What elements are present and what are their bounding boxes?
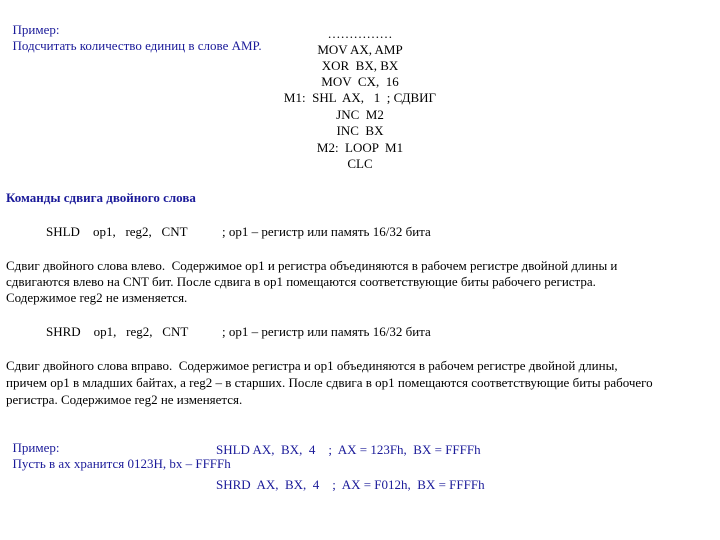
shrd-description-line: причем op1 в младших байтах, а reg2 – в старших. После сдвига в op1 помещаются соответствующие биты рабочего <box>6 375 653 390</box>
code-line: MOV CX, 16 <box>321 74 399 89</box>
example-label: Пример: <box>12 22 60 37</box>
example2-label: Пример: <box>12 440 60 455</box>
shrd-comment: ; op1 – регистр или память 16/32 бита <box>222 324 431 339</box>
shld-comment: ; op1 – регистр или память 16/32 бита <box>222 224 431 239</box>
code-line: M1: SHL AX, 1 ; СДВИГ <box>283 90 437 105</box>
code-line: M2: LOOP M1 <box>316 140 404 155</box>
example2-header <box>6 424 231 472</box>
section-heading: Команды сдвига двойного слова <box>6 190 196 205</box>
example2-shrd-line: SHRD AX, BX, 4 ; AX = F012h, BX = FFFFh <box>216 477 485 492</box>
example-task: Подсчитать количество единиц в слове AMP. <box>12 38 262 53</box>
shld-description-line: сдвигаются влево на CNT бит. После сдвига в op1 помещаются соответствующие биты рабочего регистра. <box>6 274 596 289</box>
shrd-syntax: SHRD op1, reg2, CNT <box>46 324 189 339</box>
code-line: XOR BX, BX <box>321 58 399 73</box>
shrd-description-line: регистра. Содержимое reg2 не изменяется. <box>6 392 243 407</box>
code-line: …………… <box>327 26 393 41</box>
code-line: MOV AX, AMP <box>317 42 403 57</box>
code-line: JNC M2 <box>336 107 384 122</box>
code-line: CLC <box>347 156 373 171</box>
shld-syntax: SHLD op1, reg2, CNT <box>46 224 188 239</box>
code-line: INC BX <box>336 123 384 138</box>
shld-description-line: Сдвиг двойного слова влево. Содержимое op1 и регистра объединяются в рабочем регистре двойной длины и <box>6 258 618 273</box>
shld-description-line: Содержимое reg2 не изменяется. <box>6 290 188 305</box>
example2-text: Пусть в ax хранится 0123H, bx – FFFFh <box>12 456 231 471</box>
example2-shld-line: SHLD AX, BX, 4 ; AX = 123Fh, BX = FFFFh <box>216 442 481 457</box>
shrd-description-line: Сдвиг двойного слова вправо. Содержимое регистра и op1 объединяются в рабочем регистре двойной длины, <box>6 358 618 373</box>
